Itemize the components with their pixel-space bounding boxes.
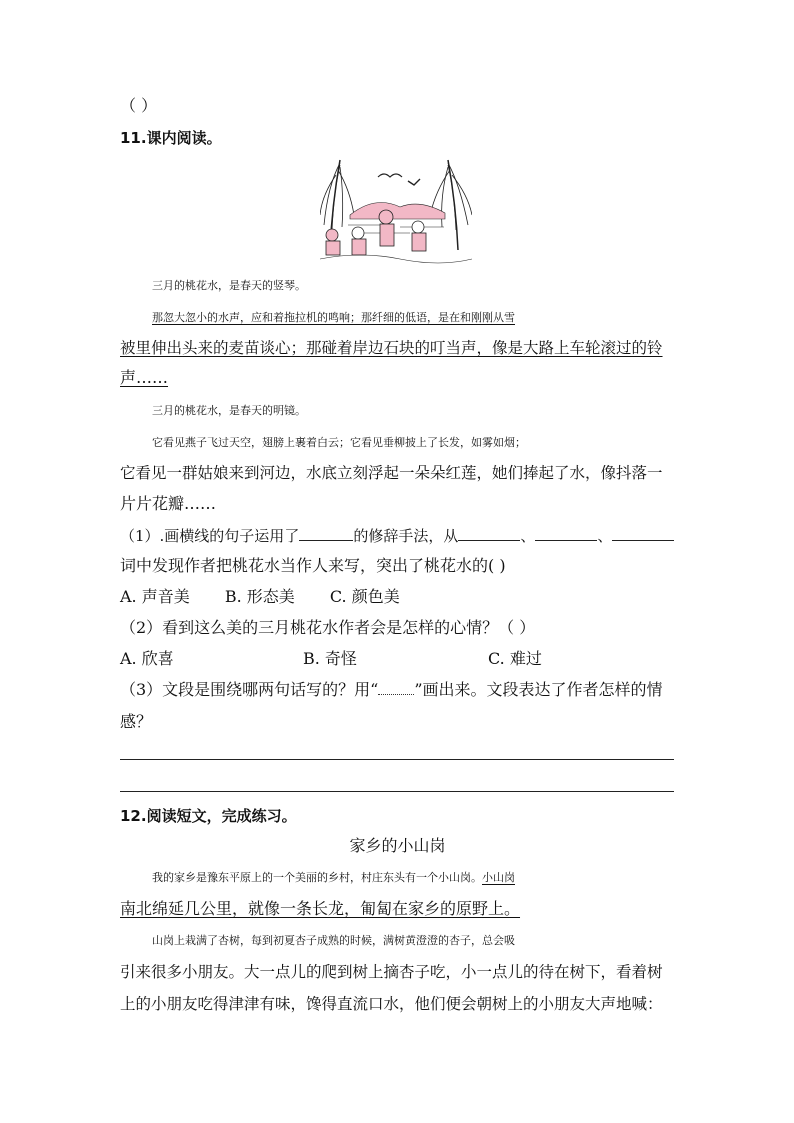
q11-title: 11.课内阅读。 xyxy=(120,129,222,147)
sub1-sep-2: 、 xyxy=(597,527,613,545)
q11-paragraph-1: 三月的桃花水，是春天的竖琴。 xyxy=(152,279,306,292)
article-title: 家乡的小山岗 xyxy=(349,836,446,855)
q11-paragraph-2-line-2: 被里伸出头来的麦苗谈心；那碰着岸边石块的叮当声，像是大路上车轮滚过的铃 xyxy=(120,339,663,357)
option-a[interactable]: A. 欣喜 xyxy=(120,649,174,668)
option-a[interactable]: A. 声音美 xyxy=(120,587,190,606)
q11-sub3-line-2: 感？ xyxy=(120,712,153,731)
q11-paragraph-4-line-1: 它看见燕子飞过天空，翅膀上裹着白云；它看见垂柳披上了长发，如雾如烟； xyxy=(152,436,526,449)
q12-paragraph-1-line-1 xyxy=(120,868,707,888)
sub1-text-a: （1）.画横线的句子运用了 xyxy=(120,527,300,545)
answer-line-1[interactable] xyxy=(120,759,674,760)
answer-paren: （ ） xyxy=(120,96,158,115)
q11-sub1-line-1 xyxy=(120,526,675,546)
sub1-text-b: 的修辞手法，从 xyxy=(353,527,459,545)
q12-title: 12.阅读短文，完成练习。 xyxy=(120,807,297,825)
q12-paragraph-2-line-1: 山岗上栽满了杏树，每到初夏杏子成熟的时候，满树黄澄澄的杏子，总会吸 xyxy=(152,934,515,947)
q11-sub2: （2）看到这么美的三月桃花水作者会是怎样的心情？（ ） xyxy=(120,618,536,637)
q11-sub1-line-2: 词中发现作者把桃花水当作人来写，突出了桃花水的( ) xyxy=(120,556,506,575)
option-c[interactable]: C. 难过 xyxy=(488,649,542,668)
river-children-willow-illustration-icon xyxy=(320,155,472,265)
p1-underlined-end: 南北绵延几公里，就像一条长龙，匍匐在家乡的原野上。 xyxy=(120,899,521,918)
p1-underlined-start: 小山岗 xyxy=(482,871,515,884)
answer-line-2[interactable] xyxy=(120,791,674,792)
p1-text: 我的家乡是豫东平原上的一个美丽的乡村，村庄东头有一个小山岗。 xyxy=(152,871,482,884)
q11-paragraph-4-line-3: 片片花瓣…… xyxy=(120,494,217,513)
q11-paragraph-2-line-3: 声…… xyxy=(120,368,169,387)
option-b[interactable]: B. 形态美 xyxy=(224,587,295,606)
q12-paragraph-2-line-2: 引来很多小朋友。大一点儿的爬到树上摘杏子吃，小一点儿的待在树下，看着树 xyxy=(120,963,663,981)
q12-paragraph-1-line-2 xyxy=(120,899,675,919)
q12-paragraph-2-line-3: 上的小朋友吃得津津有味，馋得直流口水，他们便会朝树上的小朋友大声地喊： xyxy=(120,995,663,1013)
sub3-text-a: （3）文段是围绕哪两句话写的？用“ xyxy=(120,680,379,699)
rhetoric-blank[interactable] xyxy=(299,526,353,541)
option-c[interactable]: C. 颜色美 xyxy=(329,587,400,606)
word-blank-1[interactable] xyxy=(458,526,520,541)
wavy-line-mark xyxy=(378,684,414,695)
q11-paragraph-3: 三月的桃花水，是春天的明镜。 xyxy=(152,404,306,417)
q11-sub3-line-1 xyxy=(120,680,675,700)
q11-sub1-options xyxy=(120,587,675,607)
option-b[interactable]: B. 奇怪 xyxy=(303,649,357,668)
sub3-text-b: ”画出来。文段表达了作者怎样的情 xyxy=(414,680,663,699)
q11-paragraph-2-line-1: 那忽大忽小的水声，应和着拖拉机的鸣响；那纤细的低语，是在和刚刚从雪 xyxy=(152,311,515,324)
sub1-sep-1: 、 xyxy=(520,527,536,545)
word-blank-2[interactable] xyxy=(535,526,597,541)
q11-paragraph-4-line-2: 它看见一群姑娘来到河边，水底立刻浮起一朵朵红莲，她们捧起了水，像抖落一 xyxy=(120,464,663,482)
word-blank-3[interactable] xyxy=(612,526,674,541)
